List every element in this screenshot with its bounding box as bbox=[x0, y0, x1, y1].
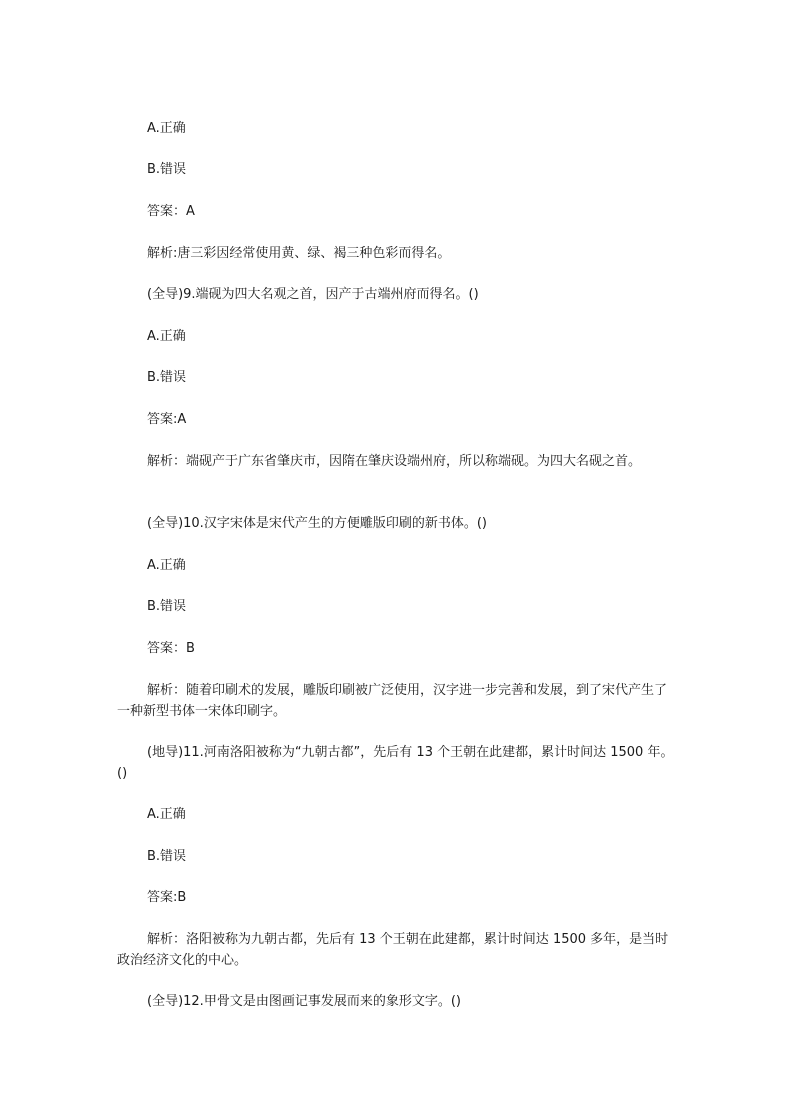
explanation: 解析：洛阳被称为九朝古都，先后有 13 个王朝在此建都，累计时间达 1500 多年，是当时政治经济文化的中心。 bbox=[117, 932, 669, 968]
option-b: B.错误 bbox=[147, 162, 187, 177]
answer: 答案：B bbox=[147, 641, 195, 656]
answer: 答案:B bbox=[147, 890, 187, 905]
option-a: A.正确 bbox=[147, 121, 186, 136]
question-12: (全导)12.甲骨文是由图画记事发展而来的象形文字。() bbox=[147, 994, 461, 1009]
answer: 答案:A bbox=[147, 412, 187, 427]
option-a: A.正确 bbox=[147, 807, 186, 822]
explanation: 解析:唐三彩因经常使用黄、绿、褐三种色彩而得名。 bbox=[147, 246, 451, 261]
option-a: A.正确 bbox=[147, 329, 186, 344]
option-a: A.正确 bbox=[147, 558, 186, 573]
question-11: (地导)11.河南洛阳被称为“九朝古都”，先后有 13 个王朝在此建都，累计时间达 1500 年。() bbox=[117, 745, 674, 781]
option-b: B.错误 bbox=[147, 370, 187, 385]
question-9: (全导)9.端砚为四大名观之首，因产于古端州府而得名。() bbox=[147, 287, 479, 302]
answer: 答案：A bbox=[147, 204, 195, 219]
explanation: 解析：随着印刷术的发展，雕版印刷被广泛使用，汉字进一步完善和发展，到了宋代产生了一种新型书体一宋体印刷字。 bbox=[117, 683, 668, 719]
explanation: 解析：端砚产于广东省肇庆市，因隋在肇庆设端州府，所以称端砚。为四大名砚之首。 bbox=[147, 454, 642, 469]
option-b: B.错误 bbox=[147, 849, 187, 864]
option-b: B.错误 bbox=[147, 599, 187, 614]
question-10: (全导)10.汉字宋体是宋代产生的方便雕版印刷的新书体。() bbox=[147, 516, 487, 531]
